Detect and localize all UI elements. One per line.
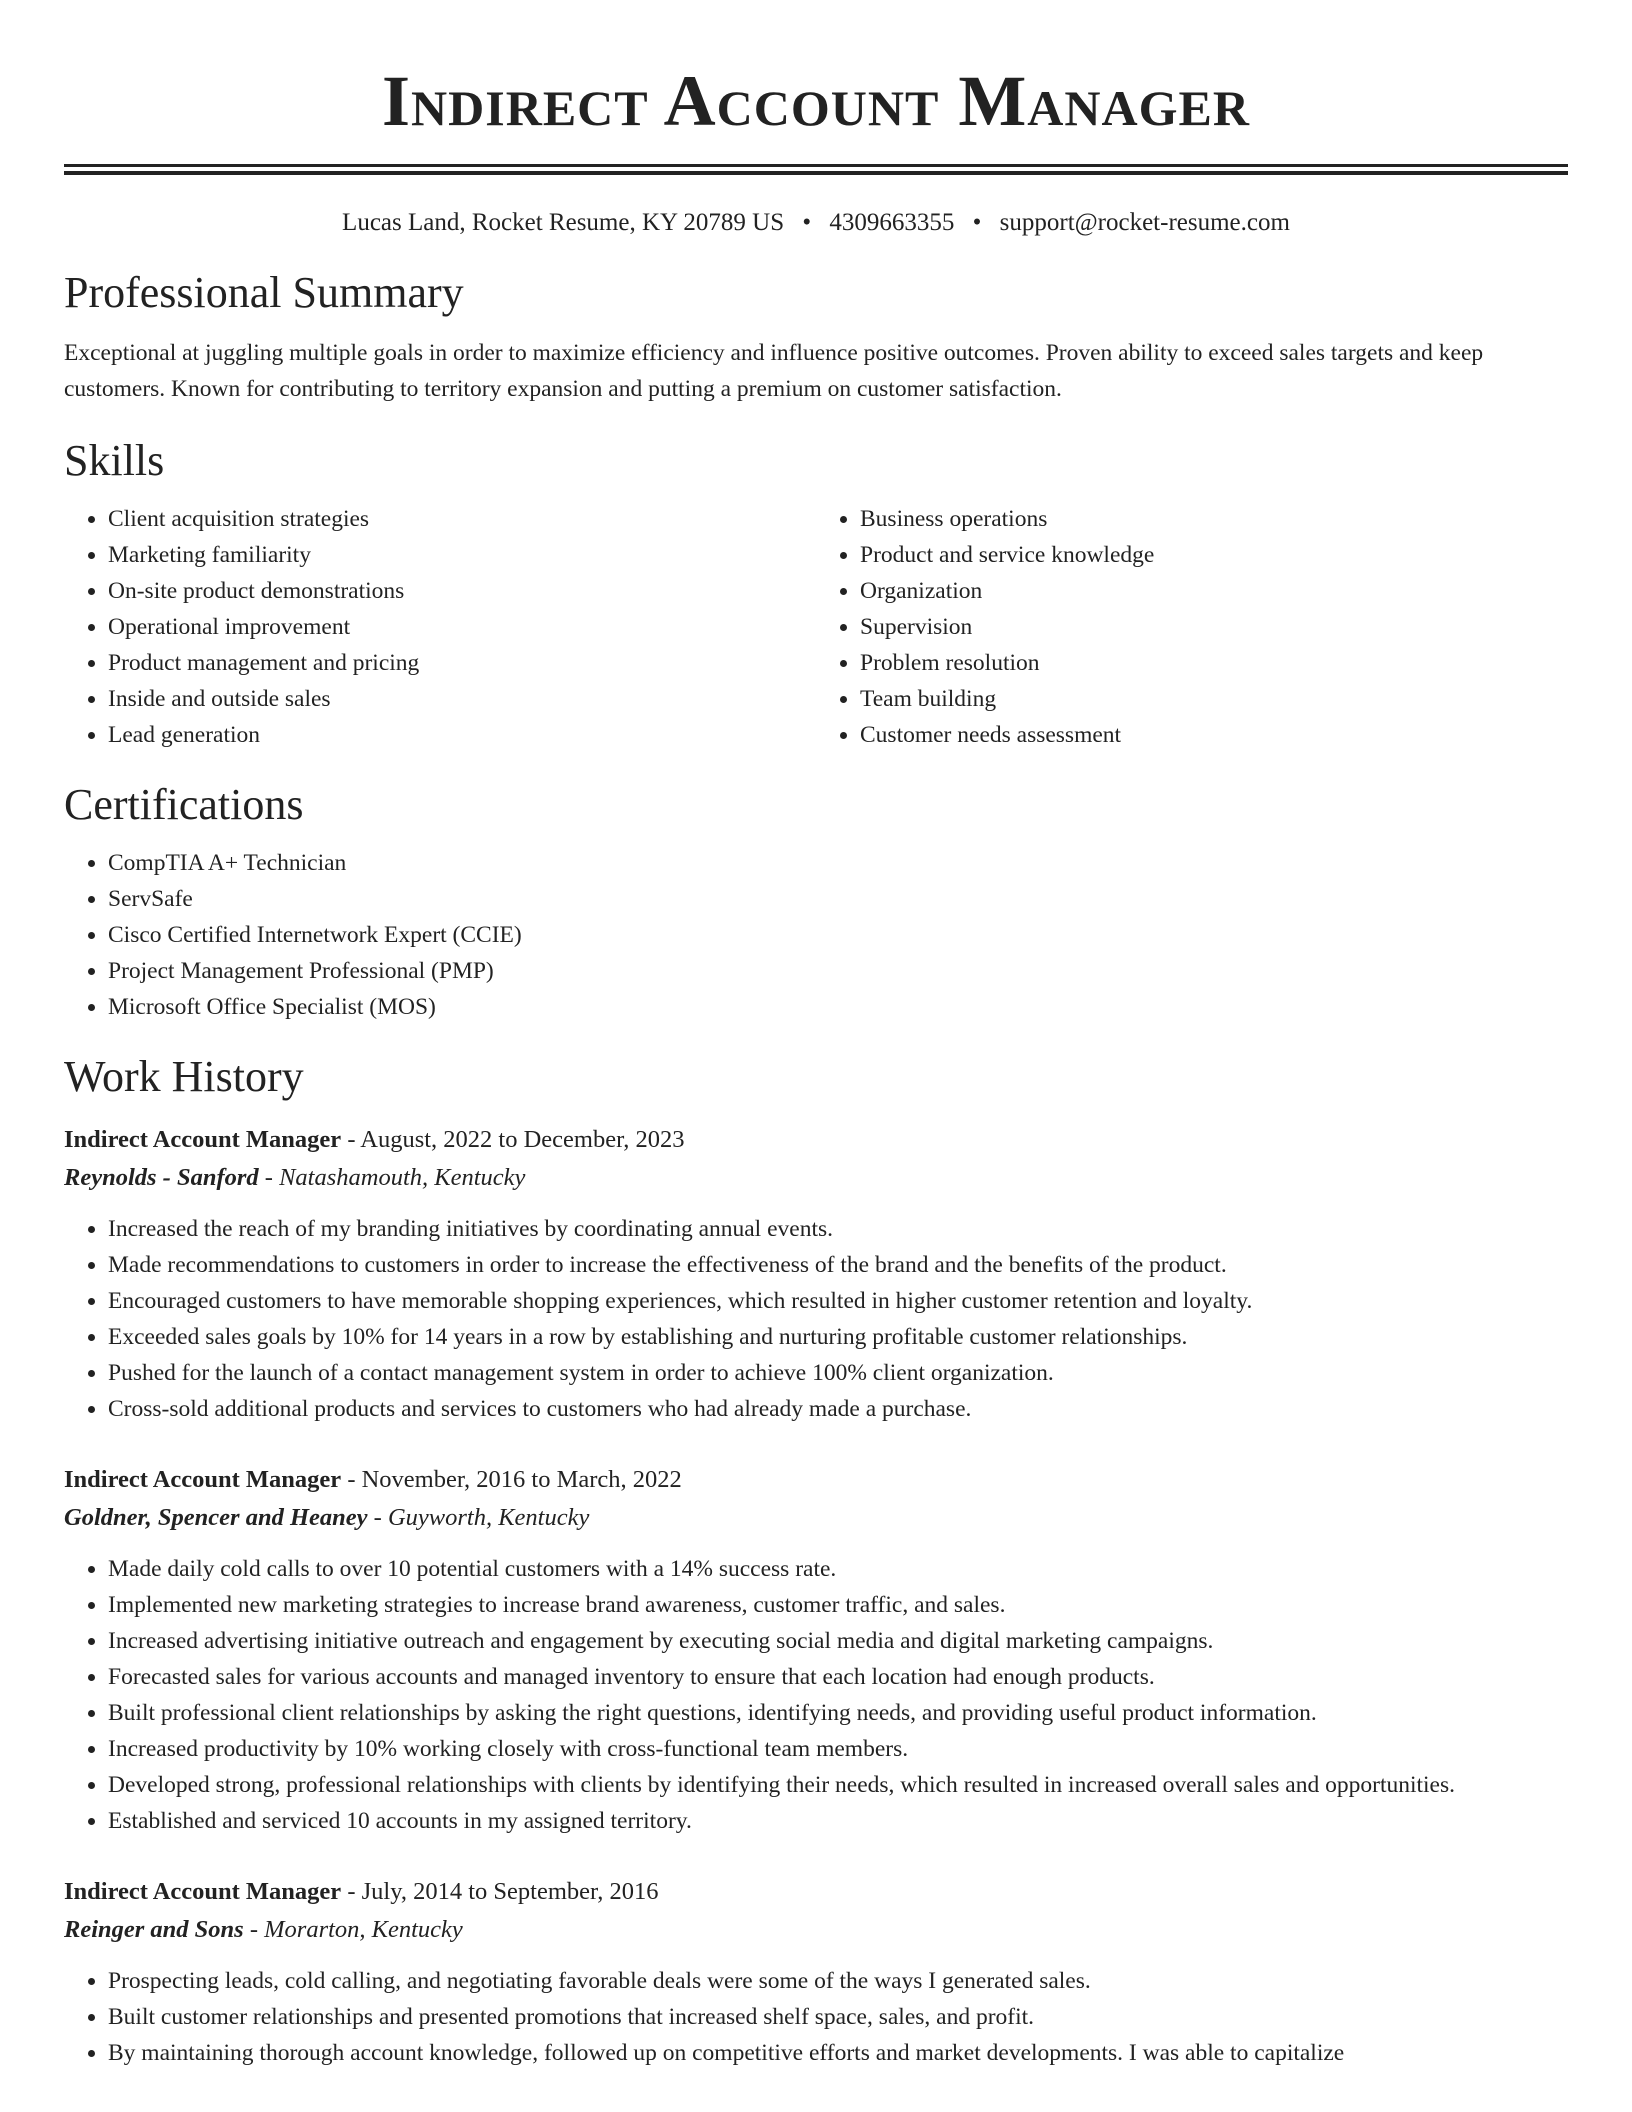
job-bullet: • Developed strong, professional relationships with clients by identifying their needs, which resulted in increased overall sales and opportunities. bbox=[108, 1767, 1568, 1803]
skills-list-right bbox=[816, 501, 1568, 753]
job-bullet: • Increased advertising initiative outreach and engagement by executing social media and digital marketing campaigns. bbox=[108, 1623, 1568, 1659]
title-divider bbox=[64, 164, 1568, 175]
certification-item: • Cisco Certified Internetwork Expert (CCIE) bbox=[108, 917, 1568, 953]
job-company-line bbox=[64, 1159, 1568, 1197]
skill-item: • Operational improvement bbox=[108, 609, 816, 645]
summary-text: Exceptional at juggling multiple goals in order to maximize efficiency and influence positive outcomes. Proven ability to exceed sales targets and keep customers. Known for contributing to territory expansion and putting a premium on customer satisfaction. bbox=[64, 340, 1484, 402]
job-company-line bbox=[64, 1911, 1568, 1949]
contact-line bbox=[64, 207, 1568, 239]
job-dates: - July, 2014 to September, 2016 bbox=[341, 1878, 659, 1905]
job-title-line bbox=[64, 1461, 1568, 1499]
job-bullet: • Exceeded sales goals by 10% for 14 years in a row by establishing and nurturing profitable customer relationships. bbox=[108, 1319, 1568, 1355]
job-bullet: • Pushed for the launch of a contact management system in order to achieve 100% client organization. bbox=[108, 1355, 1568, 1391]
job-entry bbox=[64, 1873, 1568, 2071]
job-bullet: • Built customer relationships and presented promotions that increased shelf space, sales, and profit. bbox=[108, 1999, 1568, 2035]
skill-item: • Lead generation bbox=[108, 717, 816, 753]
skill-item: • Problem resolution bbox=[860, 645, 1568, 681]
skill-item: • Organization bbox=[860, 573, 1568, 609]
skill-item: • Customer needs assessment bbox=[860, 717, 1568, 753]
skill-item: • Supervision bbox=[860, 609, 1568, 645]
contact-phone: 4309663355 bbox=[829, 209, 955, 236]
job-bullet: • Built professional client relationships by asking the right questions, identifying needs, and providing useful product information. bbox=[108, 1695, 1568, 1731]
job-bullet: • By maintaining thorough account knowledge, followed up on competitive efforts and market developments. I was able to capitalize bbox=[108, 2035, 1568, 2071]
skill-item: • Business operations bbox=[860, 501, 1568, 537]
contact-email: support@rocket-resume.com bbox=[999, 209, 1290, 236]
certifications-heading: Certifications bbox=[64, 780, 304, 829]
job-bullet: • Forecasted sales for various accounts and managed inventory to ensure that each location had enough products. bbox=[108, 1659, 1568, 1695]
job-bullet: • Encouraged customers to have memorable shopping experiences, which resulted in higher customer retention and loyalty. bbox=[108, 1283, 1568, 1319]
contact-address: Lucas Land, Rocket Resume, KY 20789 US bbox=[342, 209, 785, 236]
job-bullet: • Made daily cold calls to over 10 potential customers with a 14% success rate. bbox=[108, 1551, 1568, 1587]
certifications-list bbox=[64, 845, 1568, 1025]
contact-separator: • bbox=[972, 209, 982, 236]
job-bullets bbox=[64, 1963, 1568, 2071]
contact-separator: • bbox=[802, 209, 812, 236]
job-title-line bbox=[64, 1121, 1568, 1159]
job-bullet: • Implemented new marketing strategies to increase brand awareness, customer traffic, and sales. bbox=[108, 1587, 1568, 1623]
job-dates: - August, 2022 to December, 2023 bbox=[341, 1126, 685, 1153]
job-entry bbox=[64, 1461, 1568, 1839]
job-bullet: • Made recommendations to customers in order to increase the effectiveness of the brand and the benefits of the product. bbox=[108, 1247, 1568, 1283]
skill-item: • On-site product demonstrations bbox=[108, 573, 816, 609]
skill-item: • Product management and pricing bbox=[108, 645, 816, 681]
job-bullets bbox=[64, 1551, 1568, 1839]
job-bullet: • Increased productivity by 10% working closely with cross-functional team members. bbox=[108, 1731, 1568, 1767]
job-company: Reinger and Sons bbox=[64, 1916, 244, 1943]
summary-heading: Professional Summary bbox=[64, 268, 464, 317]
job-company: Reynolds - Sanford bbox=[64, 1164, 259, 1191]
certification-item: • Microsoft Office Specialist (MOS) bbox=[108, 989, 1568, 1025]
skill-item: • Product and service knowledge bbox=[860, 537, 1568, 573]
job-role: Indirect Account Manager bbox=[64, 1466, 342, 1493]
job-location: - Guyworth, Kentucky bbox=[367, 1504, 590, 1531]
certification-item: • ServSafe bbox=[108, 881, 1568, 917]
work-history-heading: Work History bbox=[64, 1052, 304, 1101]
job-role: Indirect Account Manager bbox=[64, 1126, 342, 1153]
job-location: - Morarton, Kentucky bbox=[243, 1916, 463, 1943]
certification-item: • Project Management Professional (PMP) bbox=[108, 953, 1568, 989]
resume-title: Indirect Account Manager bbox=[382, 61, 1250, 141]
job-bullets bbox=[64, 1211, 1568, 1427]
skills-columns bbox=[64, 501, 1568, 753]
skill-item: • Team building bbox=[860, 681, 1568, 717]
skill-item: • Client acquisition strategies bbox=[108, 501, 816, 537]
job-title-line bbox=[64, 1873, 1568, 1911]
job-dates: - November, 2016 to March, 2022 bbox=[341, 1466, 682, 1493]
job-bullet: • Established and serviced 10 accounts in my assigned territory. bbox=[108, 1803, 1568, 1839]
job-bullet: • Increased the reach of my branding initiatives by coordinating annual events. bbox=[108, 1211, 1568, 1247]
job-entry bbox=[64, 1121, 1568, 1427]
job-location: - Natashamouth, Kentucky bbox=[258, 1164, 526, 1191]
skills-heading: Skills bbox=[64, 436, 165, 485]
job-bullet: • Cross-sold additional products and services to customers who had already made a purchase. bbox=[108, 1391, 1568, 1427]
job-company: Goldner, Spencer and Heaney bbox=[64, 1504, 368, 1531]
skills-list-left bbox=[64, 501, 816, 753]
job-bullet: • Prospecting leads, cold calling, and negotiating favorable deals were some of the ways I generated sales. bbox=[108, 1963, 1568, 1999]
skill-item: • Marketing familiarity bbox=[108, 537, 816, 573]
job-company-line bbox=[64, 1499, 1568, 1537]
job-role: Indirect Account Manager bbox=[64, 1878, 342, 1905]
skill-item: • Inside and outside sales bbox=[108, 681, 816, 717]
certification-item: • CompTIA A+ Technician bbox=[108, 845, 1568, 881]
